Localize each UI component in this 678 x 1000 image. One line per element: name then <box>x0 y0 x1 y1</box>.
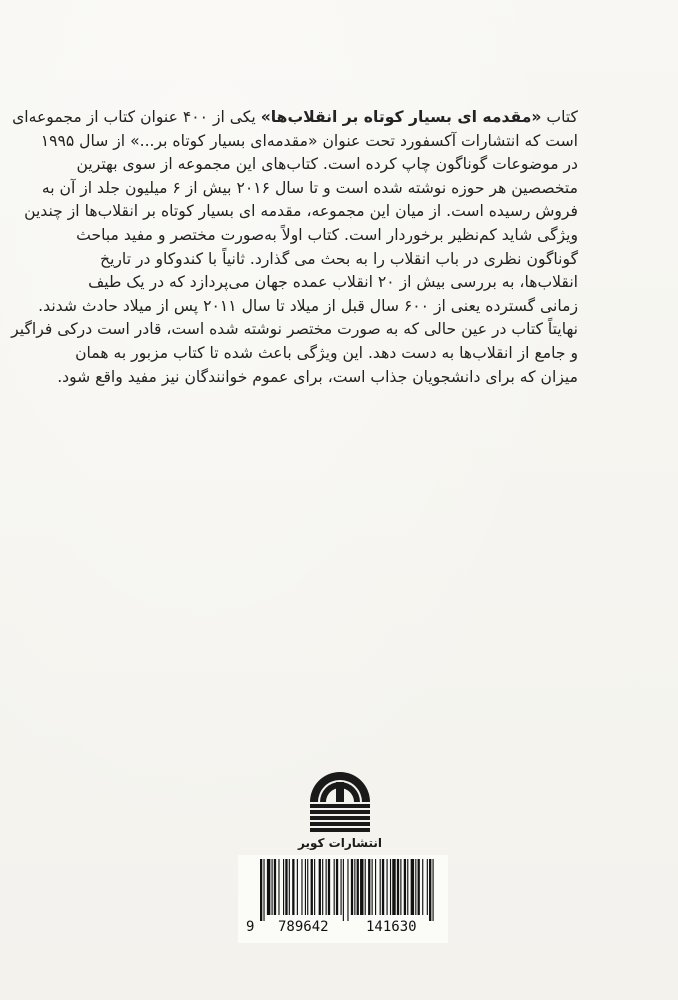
barcode-bar <box>400 859 401 915</box>
description-line-8: انقلاب‌ها، به بررسی بیش از ۲۰ انقلاب عمده جهان می‌پردازد که در یک طیف <box>88 273 578 292</box>
isbn-prefix: 9 <box>246 919 255 935</box>
isbn-barcode <box>238 855 448 943</box>
barcode-bar <box>427 859 428 915</box>
barcode-bar <box>415 859 416 915</box>
isbn-group-right: 141630 <box>366 919 417 935</box>
barcode-bar <box>368 859 370 915</box>
barcode-bar <box>322 859 323 915</box>
barcode-bar <box>311 859 313 915</box>
barcode-bar <box>326 859 327 915</box>
barcode-bar <box>360 859 363 915</box>
barcode-bar <box>341 859 342 915</box>
barcode-bar <box>354 859 355 915</box>
barcode-bar <box>375 859 376 915</box>
barcode-bar <box>336 859 338 915</box>
barcode-bar <box>301 859 302 915</box>
barcode-bar <box>263 859 264 921</box>
barcode-bar <box>305 859 306 915</box>
barcode-bar <box>411 859 414 915</box>
barcode-bar <box>274 859 276 915</box>
isbn-number <box>238 915 448 939</box>
description-line-6: ویژگی شاید کم‌نظیر برخوردار است. کتاب اولاً به‌صورت مختصر و مفید مباحث <box>76 225 578 244</box>
barcode-bar <box>407 859 408 915</box>
description-line-4: متخصصین هر حوزه نوشته شده است و تا سال ۲۰۱۶ بیش از ۶ میلیون جلد از آن به <box>41 178 578 197</box>
description-line-2: است که انتشارات آکسفورد تحت عنوان «مقدمه‌ای بسیار کوتاه بر...» از سال ۱۹۹۵ <box>40 131 578 150</box>
publisher-name: انتشارات کویر <box>298 836 382 850</box>
barcode-bar <box>292 859 294 915</box>
barcode-bar <box>365 859 366 915</box>
description-line-7: گوناگون نظری در باب انقلاب را به بحث می گذارد. ثانیاً با کندوکاو در تاریخ <box>100 249 578 268</box>
isbn-group-left: 789642 <box>278 919 329 935</box>
barcode-bar <box>297 859 298 915</box>
description-line-9: زمانی گسترده یعنی از ۶۰۰ سال قبل از میلاد تا سال ۲۰۱۱ پس از میلاد حادث شدند. <box>38 296 578 315</box>
barcode-bar <box>283 859 284 915</box>
barcode-bar <box>357 859 359 915</box>
barcode-bar <box>397 859 399 915</box>
barcode-bar <box>289 859 290 915</box>
description-line-10: نهایتاً کتاب در عین حالی که به صورت مختصر نوشته شده است، قادر است درکی فراگیر <box>11 320 578 339</box>
barcode-bar <box>392 859 395 915</box>
barcode-bar <box>347 859 348 921</box>
barcode-bar <box>307 859 308 915</box>
barcode-bar <box>429 859 431 921</box>
book-description <box>11 106 578 389</box>
barcode-bar <box>314 859 315 915</box>
description-line-1: کتاب «مقدمه ای بسیار کوتاه بر انقلاب‌ها» یکی از ۴۰۰ عنوان کتاب از مجموعه‌ای <box>12 108 578 126</box>
book-title-bold: «مقدمه ای بسیار کوتاه بر انقلاب‌ها» <box>260 108 542 126</box>
barcode-bar <box>334 859 335 915</box>
barcode-bar <box>372 859 373 915</box>
barcode-bar <box>380 859 381 915</box>
description-line-3: در موضوعات گوناگون چاپ کرده است. کتاب‌های این مجموعه از سوی بهترین <box>76 155 578 174</box>
barcode-bar <box>418 859 420 915</box>
barcode-bar <box>351 859 353 915</box>
barcode-bar <box>343 859 344 921</box>
barcode-bar <box>260 859 262 921</box>
barcode-bar <box>267 859 270 915</box>
barcode-bar <box>328 859 330 915</box>
barcode-bars <box>238 855 448 919</box>
barcode-bar <box>387 859 388 915</box>
barcode-bar <box>319 859 321 915</box>
barcode-bar <box>433 859 434 921</box>
description-line-5: فروش رسیده است. از میان این مجموعه، مقدمه ای بسیار کوتاه بر انقلاب‌ها از چندین <box>24 202 578 221</box>
barcode-bar <box>285 859 287 915</box>
barcode-bar <box>272 859 273 915</box>
barcode-bar <box>278 859 279 915</box>
barcode-bar <box>382 859 384 915</box>
barcode-bar <box>404 859 406 915</box>
barcode-bar <box>390 859 391 915</box>
description-line-11: و جامع از انقلاب‌ها به دست دهد. این ویژگی باعث شده تا کتاب مزبور به همان <box>75 343 578 362</box>
barcode-bar <box>422 859 423 915</box>
description-line-12: میزان که برای دانشجویان جذاب است، برای عموم خوانندگان نیز مفید واقع شود. <box>57 367 578 386</box>
